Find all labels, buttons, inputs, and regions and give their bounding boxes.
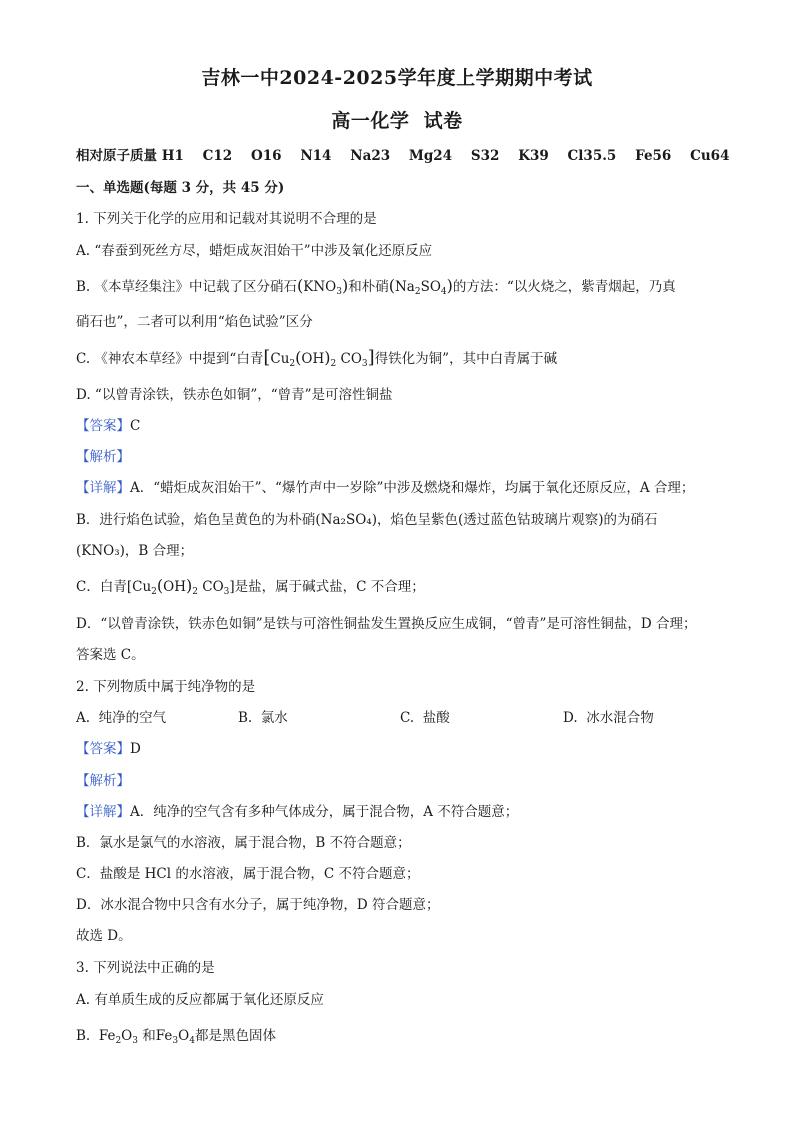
- q1-detail-d: D．“以曾青涂铁，铁赤色如铜”是铁与可溶性铜盐发生置换反应生成铜，“曾青”是可溶性铜盐，D 合理；: [76, 616, 697, 632]
- q2-detail-a: 【详解】A．纯净的空气含有多种气体成分，属于混合物，A 不符合题意；: [76, 804, 519, 820]
- q1-option-b-cont: 硝石也”，二者可以利用“焰色试验”区分: [76, 314, 313, 330]
- q2-option-b: B. 氯水: [238, 710, 288, 726]
- q1-option-a: A. “春蚕到死丝方尽，蜡炬成灰泪始干”中涉及氧化还原反应: [76, 243, 433, 259]
- q2-stem: 2. 下列物质中属于纯净物的是: [76, 679, 256, 695]
- q1-detail-b-cont: (KNO₃)，B 合理；: [76, 543, 194, 559]
- q2-conclusion: 故选 D。: [76, 928, 132, 944]
- q2-analysis-label: 【解析】: [76, 773, 130, 789]
- exam-subtitle: 高一化学 试卷: [331, 110, 463, 132]
- q1-detail-b: B．进行焰色试验，焰色呈黄色的为朴硝(Na₂SO₄)，焰色呈紫色(透过蓝色钴玻璃片观察)的为硝石: [76, 512, 658, 528]
- q1-conclusion: 答案选 C。: [76, 647, 145, 663]
- q2-option-a: A. 纯净的空气: [76, 710, 167, 726]
- q3-option-b: B. $Fe_2O_3$ 和$Fe_3O_4$都是黑色固体: [76, 1028, 276, 1046]
- q1-option-c: C. 《神农本草经》中提到“白青[$Cu_2(OH)_2$ $CO_3$]得铁化为铜”，其中白青属于碱: [76, 347, 558, 369]
- q2-answer: 【答案】D: [76, 741, 141, 757]
- q1-analysis-label: 【解析】: [76, 449, 130, 465]
- atomic-mass-line: 相对原子质量 H1 C12 O16 N14 Na23 Mg24 S32 K39 Cl35.5 Fe56 Cu64: [76, 148, 730, 164]
- q1-option-b: B. 《本草经集注》中记载了区分硝石$(KNO_3)$和朴硝$(Na_2SO_4)$的方法：“以火烧之，紫青烟起，乃真: [76, 276, 676, 297]
- section-heading: 一、单选题(每题 3 分，共 45 分): [76, 180, 285, 196]
- exam-title: 吉林一中2024-2025学年度上学期期中考试: [201, 67, 593, 89]
- q1-answer: 【答案】C: [76, 418, 141, 434]
- q1-detail-a: 【详解】A．“蜡炬成灰泪始干”、“爆竹声中一岁除”中涉及燃烧和爆炸，均属于氧化还原反应，A 合理；: [76, 480, 695, 496]
- q2-option-c: C. 盐酸: [400, 710, 450, 726]
- q2-option-d: D. 冰水混合物: [563, 710, 654, 726]
- q1-stem: 1. 下列关于化学的应用和记载对其说明不合理的是: [76, 211, 377, 227]
- q1-option-d: D. “以曾青涂铁，铁赤色如铜”，“曾青”是可溶性铜盐: [76, 387, 393, 403]
- q2-detail-c: C．盐酸是 HCl 的水溶液，属于混合物，C 不符合题意；: [76, 866, 420, 882]
- q2-detail-d: D．冰水混合物中只含有水分子，属于纯净物，D 符合题意；: [76, 897, 440, 913]
- q2-detail-b: B．氯水是氯气的水溶液，属于混合物，B 不符合题意；: [76, 835, 411, 851]
- q3-option-a: A. 有单质生成的反应都属于氧化还原反应: [76, 992, 324, 1008]
- q1-detail-c: C．白青[$Cu_2(OH)_2$ $CO_3$]是盐，属于碱式盐，C 不合理；: [76, 576, 425, 597]
- q3-stem: 3. 下列说法中正确的是: [76, 960, 215, 976]
